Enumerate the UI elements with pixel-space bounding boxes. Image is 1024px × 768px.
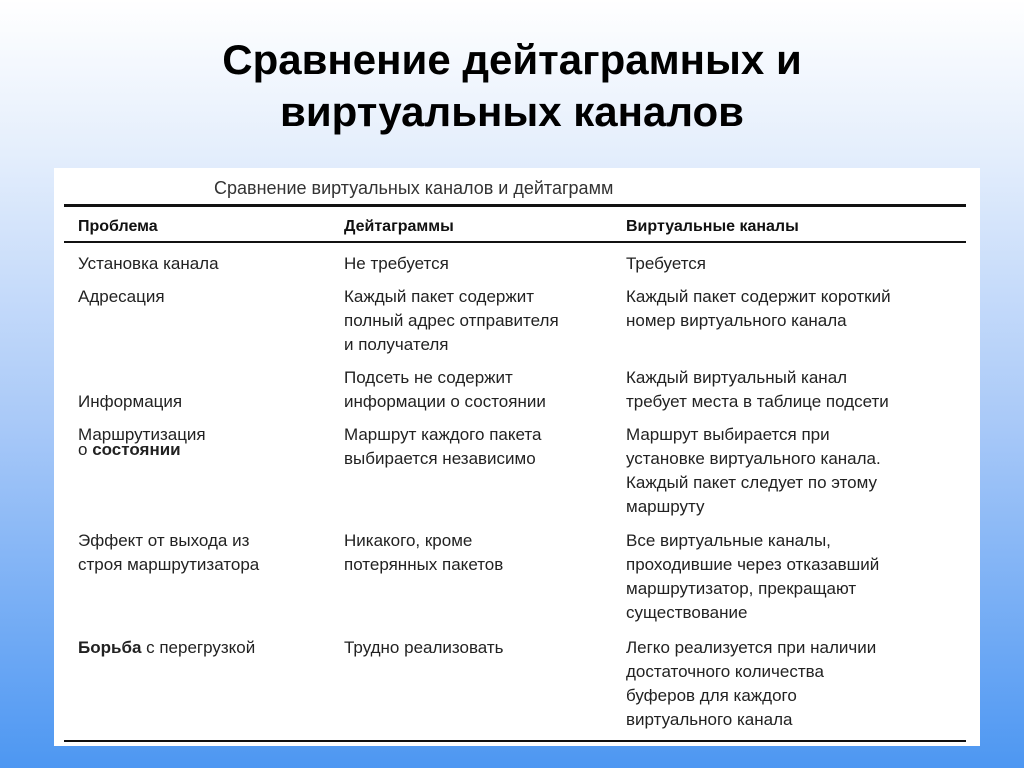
row-1-virtual: Требуется — [626, 254, 707, 273]
row-1-datagrams: Не требуется — [344, 254, 449, 273]
row-3-problem — [78, 366, 334, 462]
slide-title-line-1: Сравнение дейтаграмных и — [222, 36, 802, 83]
row-3-problem-line-1: Информация — [78, 392, 183, 411]
row-5-virtual: Все виртуальные каналы, проходившие через отказавший маршрутизатор, прекращают существование — [626, 531, 880, 622]
row-6-problem-rest: с перегрузкой — [141, 638, 256, 657]
column-header-problem: Проблема — [78, 218, 158, 235]
row-2-virtual: Каждый пакет содержит короткий номер виртуального канала — [626, 287, 891, 330]
row-4-virtual: Маршрут выбирается при установке виртуального канала. Каждый пакет следует по этому маршруту — [626, 425, 881, 516]
table-bottom-rule — [64, 740, 966, 742]
row-3-virtual: Каждый виртуальный канал требует места в таблице подсети — [626, 368, 889, 411]
row-3-problem-bold: состоянии — [92, 440, 181, 459]
row-6-virtual: Легко реализуется при наличии достаточного количества буферов для каждого виртуального канала — [626, 638, 877, 729]
row-6-problem-bold: Борьба — [78, 638, 142, 657]
row-3-datagrams: Подсеть не содержит информации о состоянии — [344, 368, 546, 411]
row-2-datagrams: Каждый пакет содержит полный адрес отправителя и получателя — [344, 287, 559, 354]
comparison-table — [54, 168, 980, 746]
row-5-datagrams: Никакого, кроме потерянных пакетов — [344, 531, 504, 574]
column-header-datagrams: Дейтаграммы — [344, 218, 454, 235]
row-6-datagrams: Трудно реализовать — [344, 638, 504, 657]
slide-title-line-2: виртуальных каналов — [280, 88, 744, 135]
row-4-datagrams: Маршрут каждого пакета выбирается независимо — [344, 425, 542, 468]
row-2-problem: Адресация — [78, 287, 165, 306]
table-header-rule — [64, 241, 966, 243]
row-1-problem: Установка канала — [78, 254, 219, 273]
column-header-virtual-channels: Виртуальные каналы — [626, 218, 799, 235]
table-top-rule — [64, 204, 966, 207]
row-4-problem: Маршрутизация — [78, 425, 206, 444]
table-caption: Сравнение виртуальных каналов и дейтаграмм — [214, 178, 614, 198]
row-3-problem-prefix: о — [78, 440, 93, 459]
slide-title — [0, 34, 1024, 138]
row-6-problem — [78, 636, 334, 660]
row-5-problem: Эффект от выхода из строя маршрутизатора — [78, 531, 260, 574]
